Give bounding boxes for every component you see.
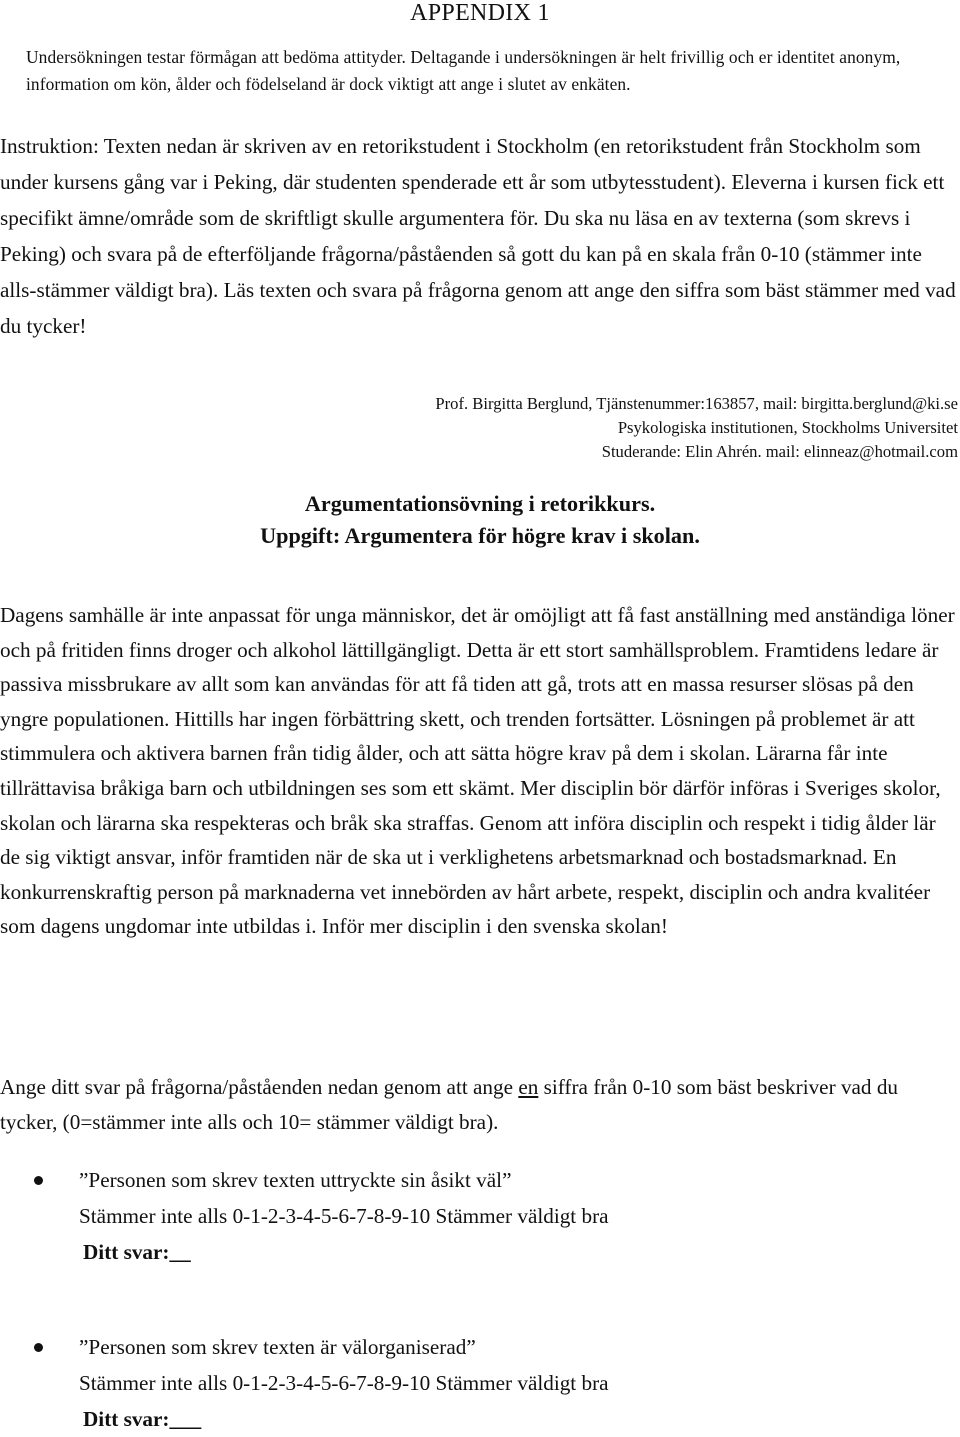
intro-paragraph [26, 44, 956, 98]
contact-professor: Prof. Birgitta Berglund, Tjänstenummer:163857, mail: birgitta.berglund@ki.se [435, 394, 958, 413]
question-item [0, 1162, 958, 1270]
response-instruction-after: siffra från 0-10 som bäst beskriver vad du tycker, (0=stämmer inte alls och 10= stämmer väldigt bra). [0, 1075, 899, 1134]
rating-scale: Stämmer inte alls 0-1-2-3-4-5-6-7-8-9-10 Stämmer väldigt bra [79, 1371, 609, 1395]
rating-scale: Stämmer inte alls 0-1-2-3-4-5-6-7-8-9-10 Stämmer väldigt bra [79, 1204, 609, 1228]
response-instruction [0, 1070, 958, 1139]
contact-department: Psykologiska institutionen, Stockholms Universitet [617, 418, 958, 437]
intro-text: Undersökningen testar förmågan att bedöma attityder. Deltagande i undersökningen är helt frivillig och er identitet anonym, information om kön, ålder och födelseland är dock viktigt att ange i slutet av enkäten. [26, 47, 901, 94]
exercise-task: Uppgift: Argumentera för högre krav i skolan. [260, 523, 700, 548]
appendix-title: APPENDIX 1 [410, 0, 550, 26]
bullet-icon [34, 1176, 43, 1185]
question-statement: ”Personen som skrev texten uttryckte sin åsikt väl” [79, 1168, 512, 1192]
exercise-title: Argumentationsövning i retorikkurs. [304, 491, 656, 516]
answer-field[interactable]: Ditt svar:__ [83, 1240, 191, 1264]
question-item [0, 1329, 958, 1437]
bullet-icon [34, 1343, 43, 1352]
question-statement: ”Personen som skrev texten är välorganiserad” [79, 1335, 476, 1359]
exercise-heading [0, 488, 960, 552]
response-instruction-emphasis: en [518, 1075, 539, 1099]
response-instruction-before: Ange ditt svar på frågorna/påståenden nedan genom att ange [0, 1075, 519, 1099]
argument-text: Dagens samhälle är inte anpassat för unga människor, det är omöjligt att få fast anställning med anständiga löner och på fritiden finns droger och alkohol lättillgängligt. Detta är ett stort samhällsproblem. Framtidens ledare är passiva missbrukare av allt som kan användas för att få tiden att gå, trots att en massa resurser slösas på den yngre populationen. Hittills har ingen förbättring skett, och trenden fortsätter. Lösningen på problemet är att stimmulera och aktivera barnen från tidig ålder, och att sätta högre krav på dem i skolan. Lärarna får inte tillrättavisa bråkiga barn och utbildningen ses som ett skämt. Mer disciplin bör därför införas i Sveriges skolor, skolan och lärarna ska respekteras och bråk ska straffas. Genom att införa disciplin och respekt i tidig ålder lär de sig viktigt ansvar, inför framtiden när de ska ut i verklighetens arbetsmarknad och bostadsmarknad. En konkurrenskraftig person på marknaderna vet innebörden av hårt arbete, respekt, disciplin och andra kvalitéer som dagens ungdomar inte utbildas i. Inför mer disciplin i den svenska skolan! [0, 603, 955, 939]
contact-block [338, 392, 958, 464]
answer-field[interactable]: Ditt svar:___ [83, 1407, 202, 1431]
instruction-paragraph: Instruktion: Texten nedan är skriven av en retorikstudent i Stockholm (en retorikstudent från Stockholm som under kursens gång var i Peking, där studenten spenderade ett år som utbytesstudent). Eleverna i kursen fick ett specifikt ämne/område som de skriftligt skulle argumentera för. Du ska nu läsa en av texterna (som skrevs i Peking) och svara på de efterföljande frågorna/påståenden så gott du kan på en skala från 0-10 (stämmer inte alls-stämmer väldigt bra). Läs texten och svara på frågorna genom att ange den siffra som bäst stämmer med vad du tycker! [0, 134, 956, 338]
contact-student: Studerande: Elin Ahrén. mail: elinneaz@hotmail.com [601, 442, 958, 461]
